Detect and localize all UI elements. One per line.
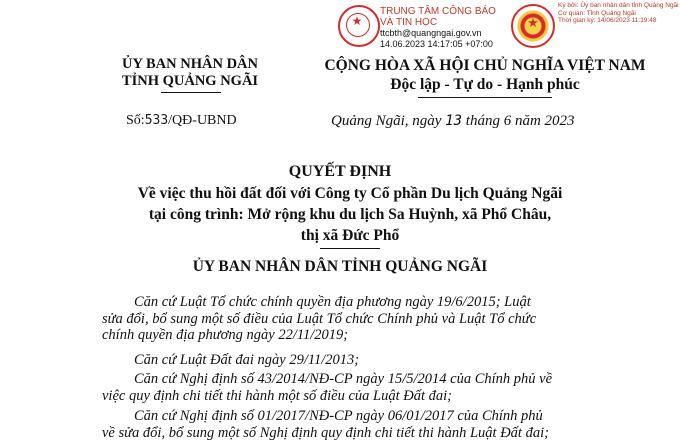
subject-line3: thị xã Đức Phổ [300, 227, 400, 244]
subject-underline [320, 248, 380, 249]
basis-paragraph-1 [102, 294, 667, 344]
basis-1-line2: sửa đổi, bổ sung một số điều của Luật Tổ chức Chính phủ và Luật Tổ chức [102, 310, 537, 327]
decision-subject [110, 183, 590, 246]
date-day: 13 [445, 113, 463, 129]
center-name-line2: VÀ TIN HỌC [380, 17, 438, 28]
basis-paragraph-3 [102, 371, 667, 404]
center-email: ttcbth@quangngai.gov.vn [380, 28, 482, 38]
document-number [126, 113, 237, 129]
date-suffix: tháng 6 năm 2023 [462, 113, 575, 129]
date-prefix: Quảng Ngãi, ngày [331, 113, 446, 129]
motto-underline [418, 97, 552, 98]
digital-signature-info [558, 2, 679, 25]
motto: Độc lập - Tự do - Hạnh phúc [390, 76, 580, 93]
star-icon: ★ [527, 16, 539, 31]
basis-3-line2: việc quy định chi tiết thi hành một số điều của Luật Đất đai; [102, 387, 452, 404]
national-header [300, 56, 670, 94]
issuer-block [102, 56, 278, 90]
basis-4-line1: Căn cứ Nghị định số 01/2017/NĐ-CP ngày 06/01/2017 của Chính phủ [134, 408, 543, 424]
publishing-center-seal [338, 5, 380, 47]
signing-time: Thời gian ký: 14/06/2023 11:19:48 [558, 17, 657, 24]
center-name-line1: TRUNG TÂM CÔNG BÁO [380, 6, 496, 17]
issuing-authority: ỦY BAN NHÂN DÂN TỈNH QUẢNG NGÃI [192, 258, 488, 275]
basis-2-line1: Căn cứ Luật Đất đai ngày 29/11/2013; [134, 352, 360, 368]
signing-agency: Cơ quan: Tỉnh Quảng Ngãi [558, 9, 636, 17]
basis-1-line3: chính quyền địa phương ngày 22/11/2019; [102, 327, 349, 343]
basis-4-line2: về sửa đổi, bổ sung một số Nghị định quy định chi tiết thi hành Luật Đất đai; [102, 424, 549, 441]
national-emblem-seal [511, 4, 555, 48]
issuer-underline [161, 92, 221, 93]
issuer-line1: ỦY BAN NHÂN DÂN [121, 56, 258, 72]
issuer-line2: TỈNH QUẢNG NGÃI [121, 73, 259, 89]
center-timestamp: 14.06.2023 14:17:05 +07:00 [380, 39, 493, 49]
doc-number-value: 533 [144, 113, 169, 128]
subject-line2: tại công trình: Mở rộng khu du lịch Sa Huỳnh, xã Phổ Châu, [148, 206, 552, 223]
subject-line1: Về việc thu hồi đất đối với Công ty Cổ phần Du lịch Quảng Ngãi [137, 185, 563, 202]
basis-paragraph-4 [102, 408, 667, 441]
basis-3-line1: Căn cứ Nghị định số 43/2014/NĐ-CP ngày 15/5/2014 của Chính phủ về [134, 371, 553, 387]
star-icon: ★ [351, 14, 363, 28]
basis-1-line1: Căn cứ Luật Tổ chức chính quyền địa phương ngày 19/6/2015; Luật [134, 294, 531, 310]
basis-paragraph-2 [102, 352, 667, 369]
nation-name: CỘNG HÒA XÃ HỘI CHỦ NGHĨA VIỆT NAM [324, 57, 646, 74]
signature-center-block [380, 6, 496, 50]
issue-date [331, 113, 575, 130]
doc-number-suffix: /QĐ-UBND [168, 113, 237, 128]
signer: Ký bởi: Ủy ban nhân dân tỉnh Quảng Ngãi [558, 2, 679, 9]
doc-number-prefix: Số: [126, 113, 145, 128]
decision-title: QUYẾT ĐỊNH [288, 163, 392, 180]
